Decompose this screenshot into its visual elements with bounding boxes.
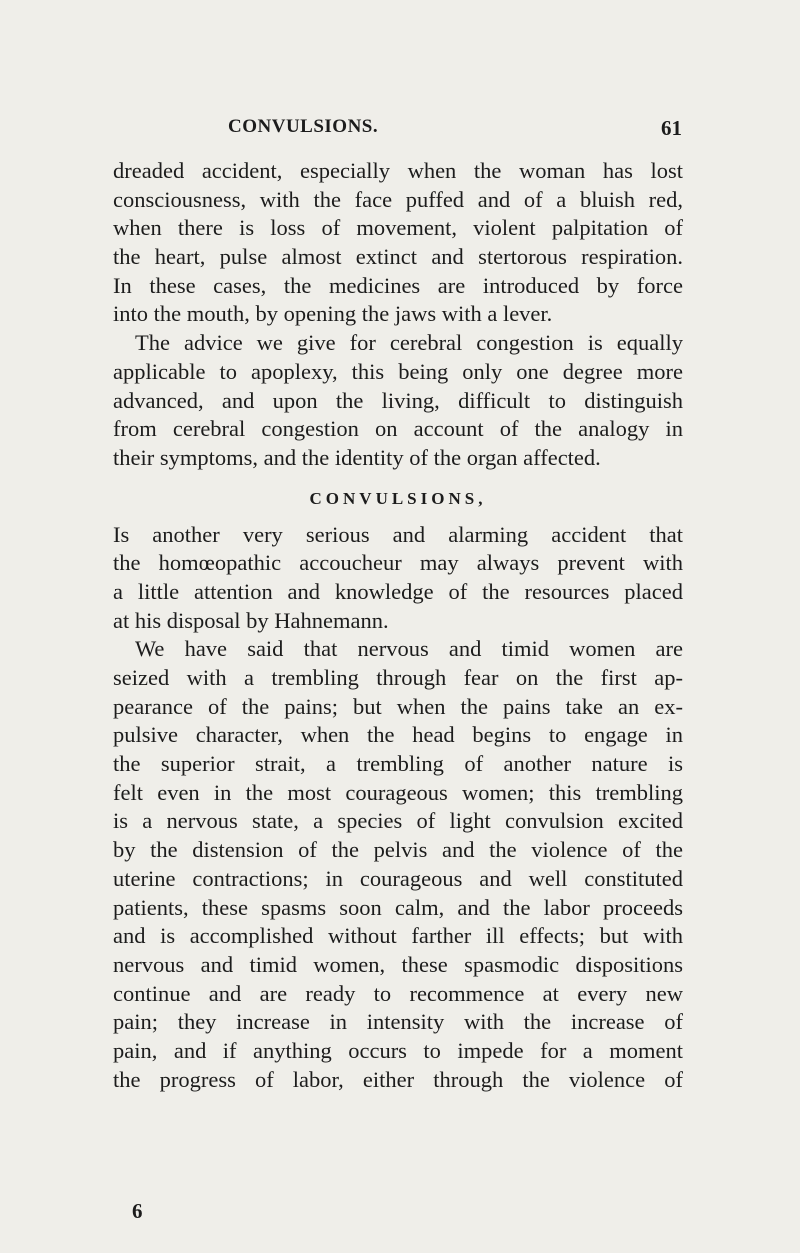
text-line: dreaded accident, especially when the woman has lost — [113, 158, 683, 183]
text-line: when there is loss of movement, violent palpitation of — [113, 215, 683, 241]
text-line: advanced, and upon the living, difficult to distinguish — [113, 387, 683, 413]
text-line: applicable to apoplexy, this being only one degree more — [113, 358, 683, 384]
text-line: pain, and if anything occurs to impede for a moment — [113, 1037, 683, 1063]
text-line: Is another very serious and alarming accident that — [113, 521, 683, 547]
text-line: the superior strait, a trembling of another nature is — [113, 751, 683, 777]
text-line: pulsive character, when the head begins to engage in — [113, 722, 683, 748]
text-line: at his disposal by Hahnemann. — [113, 607, 389, 633]
text-line: pearance of the pains; but when the pains take an ex- — [113, 693, 683, 719]
text-line: The advice we give for cerebral congestion is equally — [135, 330, 683, 356]
text-line: pain; they increase in intensity with the increase of — [113, 1009, 683, 1035]
text-line: into the mouth, by opening the jaws with a lever. — [113, 301, 553, 327]
text-line: seized with a trembling through fear on the first ap- — [113, 665, 683, 690]
running-title: CONVULSIONS. — [228, 116, 379, 137]
text-line: their symptoms, and the identity of the organ affected. — [113, 444, 601, 470]
text-line: by the distension of the pelvis and the violence of the — [113, 837, 683, 863]
text-line: patients, these spasms soon calm, and the labor proceeds — [113, 894, 683, 920]
text-line: from cerebral congestion on account of the analogy in — [113, 416, 683, 442]
signature-mark: 6 — [132, 1199, 143, 1223]
running-head — [228, 116, 682, 146]
text-line: the homœopathic accoucheur may always prevent with — [113, 550, 683, 576]
text-line: a little attention and knowledge of the resources placed — [113, 578, 683, 604]
text-line: consciousness, with the face puffed and of a bluish red, — [113, 186, 683, 212]
text-line: the heart, pulse almost extinct and stertorous respiration. — [113, 244, 683, 270]
text-line: We have said that nervous and timid women are — [135, 636, 683, 662]
text-line: the progress of labor, either through the violence of — [113, 1066, 683, 1092]
page-number: 61 — [661, 116, 682, 140]
text-line: In these cases, the medicines are introduced by force — [113, 272, 683, 298]
body-text — [113, 157, 683, 1094]
text-line: uterine contractions; in courageous and well constituted — [113, 865, 683, 891]
text-line: nervous and timid women, these spasmodic dispositions — [113, 951, 683, 977]
text-line: continue and are ready to recommence at every new — [113, 980, 683, 1006]
text-line: is a nervous state, a species of light convulsion excited — [113, 808, 683, 834]
text-line: and is accomplished without farther ill effects; but with — [113, 923, 683, 949]
section-heading: CONVULSIONS, — [309, 488, 487, 508]
text-line: felt even in the most courageous women; this trembling — [113, 779, 683, 805]
